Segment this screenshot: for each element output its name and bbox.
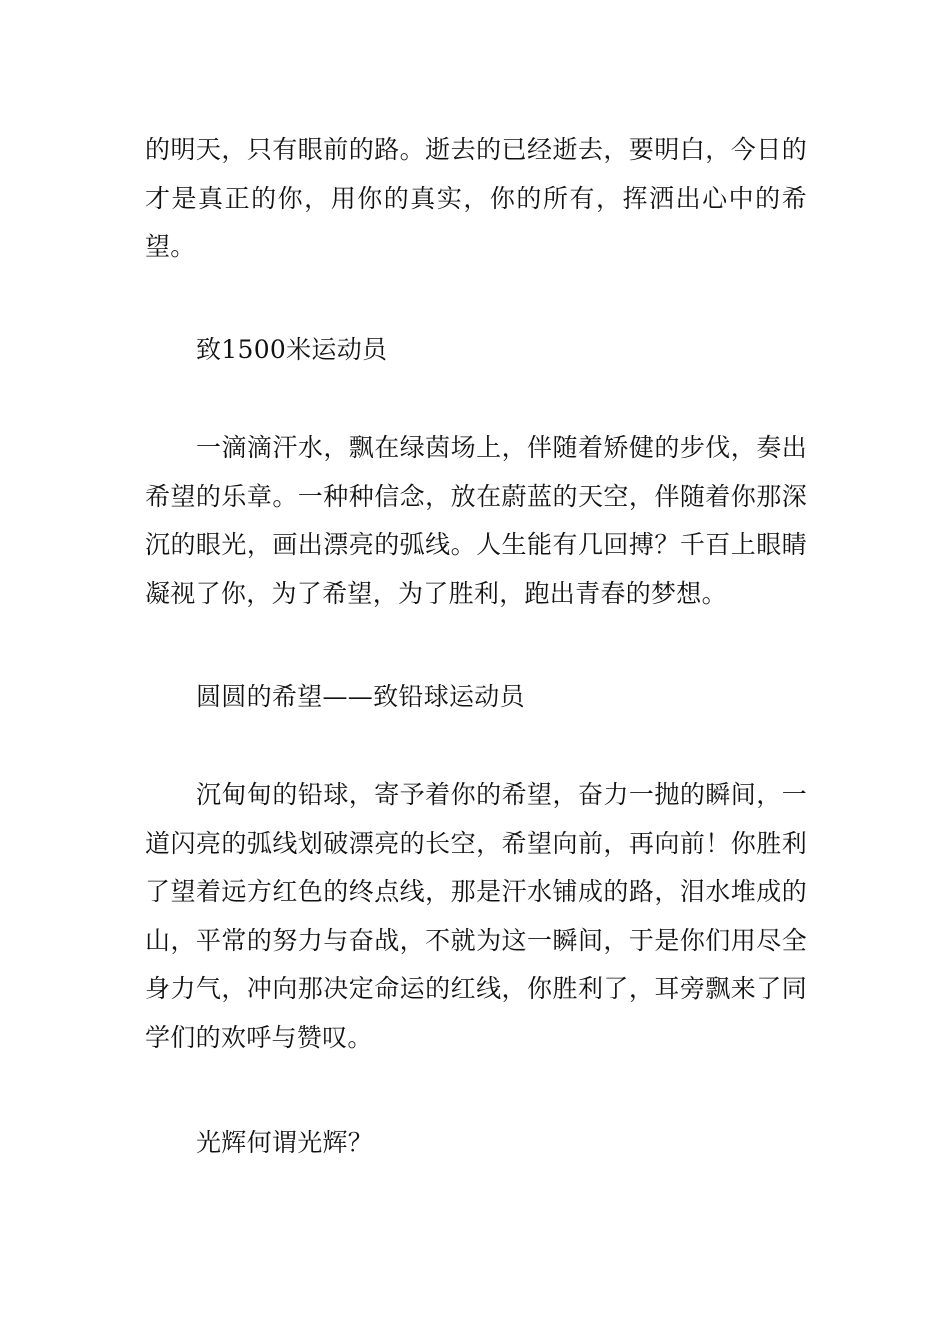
section-heading-1500m: 致1500米运动员 — [196, 335, 388, 364]
paragraph-continuation: 的明天，只有眼前的路。逝去的已经逝去，要明白，今日的才是真正的你，用你的真实，你的所有，挥洒出心中的希望。 — [145, 135, 807, 261]
paragraph-shot-put: 沉甸甸的铅球，寄予着你的希望，奋力一抛的瞬间，一道闪亮的弧线划破漂亮的长空，希望向前，再向前！你胜利了望着远方红色的终点线，那是汗水铺成的路，泪水堆成的山，平常的努力与奋战，不就为这一瞬间，于是你们用尽全身力气，冲向那决定命运的红线，你胜利了，耳旁飘来了同学们的欢呼与赞叹。 — [145, 780, 807, 1052]
paragraph-1500m: 一滴滴汗水，飘在绿茵场上，伴随着矫健的步伐，奏出希望的乐章。一种种信念，放在蔚蓝的天空，伴随着你那深沉的眼光，画出漂亮的弧线。人生能有几回搏？千百上眼睛凝视了你，为了希望，为了胜利，跑出青春的梦想。 — [145, 433, 807, 608]
section-heading-glory: 光辉何谓光辉？ — [196, 1128, 374, 1157]
section-heading-shot-put: 圆圆的希望——致铅球运动员 — [196, 682, 525, 711]
